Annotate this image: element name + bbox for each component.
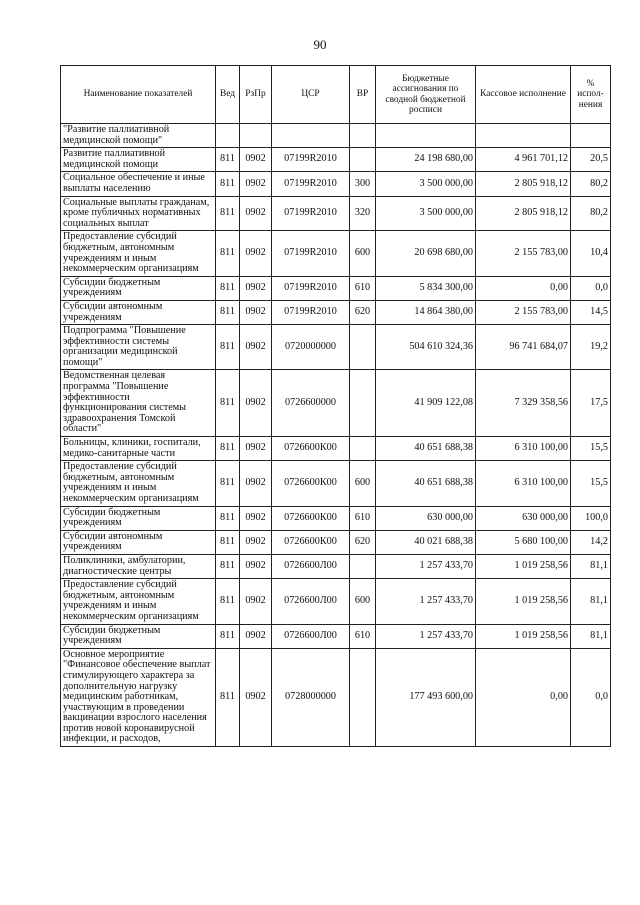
cell-csr: 0726600К00 bbox=[272, 437, 350, 461]
cell-rzpr bbox=[240, 124, 272, 148]
cell-csr: 0726600К00 bbox=[272, 506, 350, 530]
cell-ved: 811 bbox=[216, 648, 240, 746]
cell-cash-execution: 1 019 258,56 bbox=[476, 579, 571, 624]
cell-ved: 811 bbox=[216, 554, 240, 578]
cell-ved: 811 bbox=[216, 300, 240, 324]
table-row bbox=[61, 579, 611, 624]
cell-name: Социальные выплаты гражданам, кроме публичных нормативных социальных выплат bbox=[61, 196, 216, 231]
table-row bbox=[61, 506, 611, 530]
cell-assignments: 40 651 688,38 bbox=[376, 461, 476, 506]
table-row bbox=[61, 461, 611, 506]
table-row bbox=[61, 370, 611, 437]
cell-vr: 610 bbox=[350, 276, 376, 300]
cell-rzpr: 0902 bbox=[240, 148, 272, 172]
cell-execution-percent: 80,2 bbox=[571, 196, 611, 231]
cell-vr: 620 bbox=[350, 530, 376, 554]
table-row bbox=[61, 172, 611, 196]
cell-name: Поликлиники, амбулатории, диагностические центры bbox=[61, 554, 216, 578]
cell-assignments: 14 864 380,00 bbox=[376, 300, 476, 324]
cell-ved: 811 bbox=[216, 325, 240, 370]
cell-vr: 600 bbox=[350, 461, 376, 506]
cell-cash-execution: 2 155 783,00 bbox=[476, 300, 571, 324]
cell-execution-percent: 15,5 bbox=[571, 461, 611, 506]
cell-execution-percent: 14,2 bbox=[571, 530, 611, 554]
table-row bbox=[61, 300, 611, 324]
cell-csr: 0726600К00 bbox=[272, 461, 350, 506]
table-row bbox=[61, 530, 611, 554]
cell-csr: 0726600Л00 bbox=[272, 624, 350, 648]
cell-rzpr: 0902 bbox=[240, 506, 272, 530]
cell-vr bbox=[350, 124, 376, 148]
cell-rzpr: 0902 bbox=[240, 276, 272, 300]
cell-execution-percent: 0,0 bbox=[571, 276, 611, 300]
cell-csr: 0726600Л00 bbox=[272, 554, 350, 578]
cell-csr: 07199R2010 bbox=[272, 148, 350, 172]
cell-ved: 811 bbox=[216, 579, 240, 624]
cell-vr bbox=[350, 648, 376, 746]
cell-csr: 0720000000 bbox=[272, 325, 350, 370]
cell-name: Подпрограмма "Повышение эффективности системы организации медицинской помощи" bbox=[61, 325, 216, 370]
cell-rzpr: 0902 bbox=[240, 624, 272, 648]
cell-execution-percent: 15,5 bbox=[571, 437, 611, 461]
header-name: Наименование показателей bbox=[61, 66, 216, 124]
cell-assignments: 1 257 433,70 bbox=[376, 554, 476, 578]
cell-csr: 07199R2010 bbox=[272, 300, 350, 324]
cell-ved: 811 bbox=[216, 172, 240, 196]
cell-cash-execution: 96 741 684,07 bbox=[476, 325, 571, 370]
cell-rzpr: 0902 bbox=[240, 437, 272, 461]
cell-vr: 610 bbox=[350, 506, 376, 530]
cell-name: Ведомственная целевая программа "Повышение эффективности функционирования системы здравоохранения Томской области" bbox=[61, 370, 216, 437]
budget-execution-table bbox=[60, 65, 611, 747]
cell-rzpr: 0902 bbox=[240, 461, 272, 506]
header-rzpr: РзПр bbox=[240, 66, 272, 124]
cell-execution-percent: 19,2 bbox=[571, 325, 611, 370]
cell-csr: 0726600Л00 bbox=[272, 579, 350, 624]
cell-cash-execution: 7 329 358,56 bbox=[476, 370, 571, 437]
cell-name: Основное мероприятие "Финансовое обеспечение выплат стимулирующего характера за дополнительную нагрузку медицинским работникам, участвующим в проведении вакцинации взрослого населения против новой коронавирусной инфекции, и расходов, bbox=[61, 648, 216, 746]
cell-rzpr: 0902 bbox=[240, 579, 272, 624]
table-row bbox=[61, 624, 611, 648]
cell-csr: 0728000000 bbox=[272, 648, 350, 746]
cell-name: Развитие паллиативной медицинской помощи bbox=[61, 148, 216, 172]
cell-ved: 811 bbox=[216, 461, 240, 506]
page-number: 90 bbox=[313, 37, 327, 52]
cell-cash-execution: 0,00 bbox=[476, 648, 571, 746]
cell-ved: 811 bbox=[216, 196, 240, 231]
cell-execution-percent: 17,5 bbox=[571, 370, 611, 437]
table-row bbox=[61, 148, 611, 172]
cell-name: Субсидии автономным учреждениям bbox=[61, 530, 216, 554]
cell-cash-execution: 1 019 258,56 bbox=[476, 624, 571, 648]
cell-execution-percent: 0,0 bbox=[571, 648, 611, 746]
cell-assignments: 3 500 000,00 bbox=[376, 172, 476, 196]
cell-assignments: 20 698 680,00 bbox=[376, 231, 476, 276]
cell-vr bbox=[350, 437, 376, 461]
cell-cash-execution: 2 805 918,12 bbox=[476, 196, 571, 231]
cell-ved: 811 bbox=[216, 276, 240, 300]
cell-execution-percent: 100,0 bbox=[571, 506, 611, 530]
cell-ved: 811 bbox=[216, 148, 240, 172]
table-row bbox=[61, 437, 611, 461]
cell-cash-execution: 6 310 100,00 bbox=[476, 437, 571, 461]
cell-cash-execution: 630 000,00 bbox=[476, 506, 571, 530]
cell-rzpr: 0902 bbox=[240, 325, 272, 370]
table-row bbox=[61, 554, 611, 578]
table-row bbox=[61, 276, 611, 300]
cell-ved: 811 bbox=[216, 506, 240, 530]
cell-ved: 811 bbox=[216, 437, 240, 461]
cell-rzpr: 0902 bbox=[240, 370, 272, 437]
cell-rzpr: 0902 bbox=[240, 231, 272, 276]
cell-csr: 0726600К00 bbox=[272, 530, 350, 554]
table-body bbox=[61, 124, 611, 747]
cell-rzpr: 0902 bbox=[240, 648, 272, 746]
cell-assignments: 41 909 122,08 bbox=[376, 370, 476, 437]
cell-execution-percent: 20,5 bbox=[571, 148, 611, 172]
table-row bbox=[61, 196, 611, 231]
header-cash-execution: Кассовое исполнение bbox=[476, 66, 571, 124]
cell-assignments: 5 834 300,00 bbox=[376, 276, 476, 300]
cell-assignments: 40 021 688,38 bbox=[376, 530, 476, 554]
cell-vr bbox=[350, 325, 376, 370]
cell-name: Предоставление субсидий бюджетным, автономным учреждениям и иным некоммерческим организациям bbox=[61, 579, 216, 624]
cell-csr: 07199R2010 bbox=[272, 196, 350, 231]
cell-execution-percent: 81,1 bbox=[571, 624, 611, 648]
cell-execution-percent: 14,5 bbox=[571, 300, 611, 324]
cell-cash-execution: 0,00 bbox=[476, 276, 571, 300]
cell-execution-percent: 10,4 bbox=[571, 231, 611, 276]
cell-ved: 811 bbox=[216, 231, 240, 276]
cell-rzpr: 0902 bbox=[240, 554, 272, 578]
header-execution-percent: % испол-нения bbox=[571, 66, 611, 124]
cell-execution-percent bbox=[571, 124, 611, 148]
cell-assignments: 504 610 324,36 bbox=[376, 325, 476, 370]
cell-name: Субсидии бюджетным учреждениям bbox=[61, 624, 216, 648]
table-row bbox=[61, 648, 611, 746]
cell-assignments: 630 000,00 bbox=[376, 506, 476, 530]
header-assignments: Бюджетные ассигнования по сводной бюджетной росписи bbox=[376, 66, 476, 124]
cell-execution-percent: 81,1 bbox=[571, 579, 611, 624]
cell-vr: 300 bbox=[350, 172, 376, 196]
cell-vr: 620 bbox=[350, 300, 376, 324]
cell-assignments: 1 257 433,70 bbox=[376, 624, 476, 648]
table-row bbox=[61, 231, 611, 276]
cell-name: Субсидии бюджетным учреждениям bbox=[61, 276, 216, 300]
cell-vr bbox=[350, 554, 376, 578]
cell-csr: 07199R2010 bbox=[272, 231, 350, 276]
cell-csr: 07199R2010 bbox=[272, 172, 350, 196]
cell-ved bbox=[216, 124, 240, 148]
cell-assignments: 3 500 000,00 bbox=[376, 196, 476, 231]
header-ved: Вед bbox=[216, 66, 240, 124]
cell-ved: 811 bbox=[216, 624, 240, 648]
cell-rzpr: 0902 bbox=[240, 196, 272, 231]
cell-ved: 811 bbox=[216, 530, 240, 554]
cell-rzpr: 0902 bbox=[240, 300, 272, 324]
cell-rzpr: 0902 bbox=[240, 172, 272, 196]
cell-cash-execution: 2 805 918,12 bbox=[476, 172, 571, 196]
cell-vr: 610 bbox=[350, 624, 376, 648]
table-row bbox=[61, 124, 611, 148]
cell-vr: 600 bbox=[350, 231, 376, 276]
cell-execution-percent: 81,1 bbox=[571, 554, 611, 578]
cell-name: Субсидии автономным учреждениям bbox=[61, 300, 216, 324]
cell-assignments bbox=[376, 124, 476, 148]
header-vr: ВР bbox=[350, 66, 376, 124]
cell-rzpr: 0902 bbox=[240, 530, 272, 554]
table-row bbox=[61, 325, 611, 370]
header-csr: ЦСР bbox=[272, 66, 350, 124]
cell-name: Больницы, клиники, госпитали, медико-санитарные части bbox=[61, 437, 216, 461]
cell-name: "Развитие паллиативной медицинской помощи" bbox=[61, 124, 216, 148]
cell-csr: 0726600000 bbox=[272, 370, 350, 437]
cell-cash-execution: 4 961 701,12 bbox=[476, 148, 571, 172]
cell-vr bbox=[350, 370, 376, 437]
cell-csr bbox=[272, 124, 350, 148]
cell-name: Предоставление субсидий бюджетным, автономным учреждениям и иным некоммерческим организациям bbox=[61, 231, 216, 276]
cell-csr: 07199R2010 bbox=[272, 276, 350, 300]
cell-cash-execution: 2 155 783,00 bbox=[476, 231, 571, 276]
cell-cash-execution: 6 310 100,00 bbox=[476, 461, 571, 506]
table-header-row bbox=[61, 66, 611, 124]
cell-name: Субсидии бюджетным учреждениям bbox=[61, 506, 216, 530]
cell-assignments: 177 493 600,00 bbox=[376, 648, 476, 746]
cell-cash-execution: 1 019 258,56 bbox=[476, 554, 571, 578]
cell-assignments: 24 198 680,00 bbox=[376, 148, 476, 172]
cell-execution-percent: 80,2 bbox=[571, 172, 611, 196]
cell-vr: 600 bbox=[350, 579, 376, 624]
cell-ved: 811 bbox=[216, 370, 240, 437]
cell-name: Социальное обеспечение и иные выплаты населению bbox=[61, 172, 216, 196]
cell-assignments: 40 651 688,38 bbox=[376, 437, 476, 461]
cell-vr bbox=[350, 148, 376, 172]
cell-assignments: 1 257 433,70 bbox=[376, 579, 476, 624]
cell-vr: 320 bbox=[350, 196, 376, 231]
cell-cash-execution bbox=[476, 124, 571, 148]
cell-cash-execution: 5 680 100,00 bbox=[476, 530, 571, 554]
cell-name: Предоставление субсидий бюджетным, автономным учреждениям и иным некоммерческим организациям bbox=[61, 461, 216, 506]
